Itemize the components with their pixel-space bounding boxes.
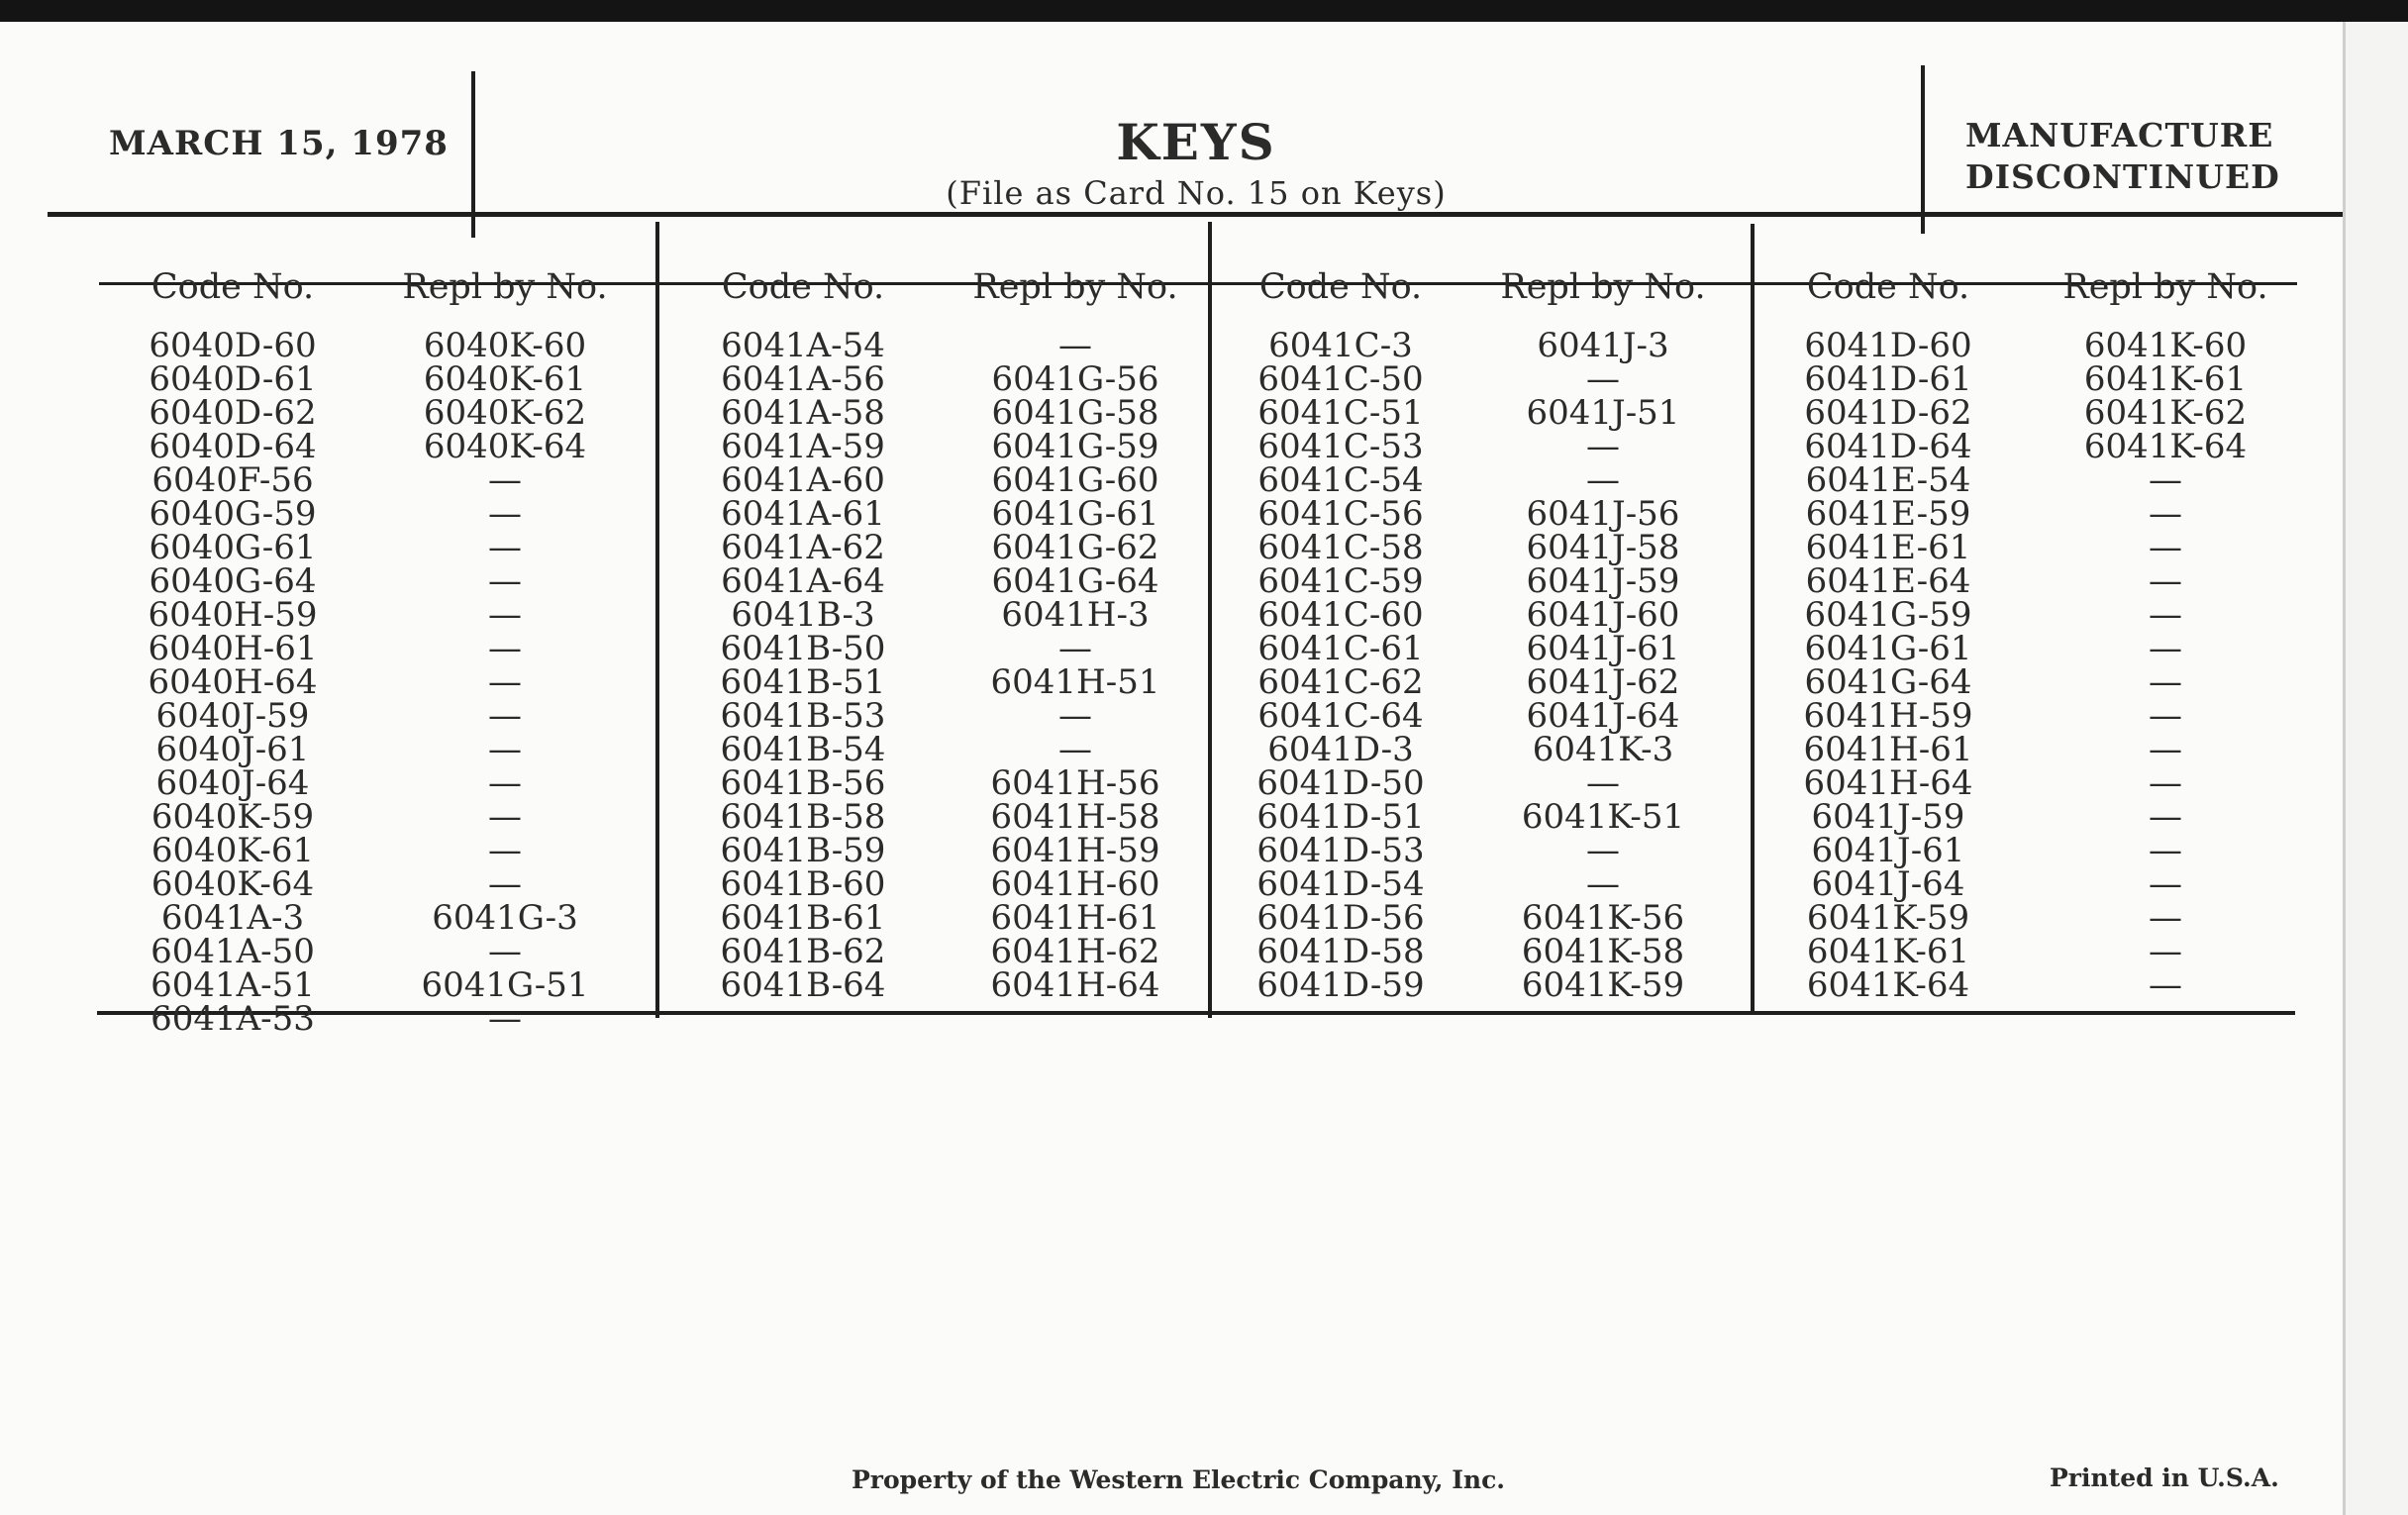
code-cell: 6041C-56 — [1257, 494, 1424, 534]
table-row — [99, 965, 644, 1005]
table-column-3 — [1212, 248, 1737, 1032]
repl-cell: 6041K-3 — [1532, 730, 1674, 769]
repl-cell: — — [2149, 965, 2182, 1005]
repl-cell: 6041H-56 — [990, 763, 1160, 803]
repl-cell: — — [1058, 730, 1092, 769]
repl-cell: 6041K-62 — [2083, 393, 2248, 433]
code-cell: 6041K-64 — [1806, 965, 1970, 1005]
code-cell: 6041B-64 — [720, 965, 886, 1005]
table-row — [1755, 528, 2309, 567]
table-column-2 — [659, 248, 1204, 1032]
repl-cell: — — [1586, 427, 1620, 466]
repl-cell: — — [488, 932, 522, 971]
card-title: KEYS — [1116, 113, 1276, 171]
repl-cell: 6041H-64 — [990, 965, 1160, 1005]
repl-cell: — — [488, 528, 522, 567]
table-row — [1212, 427, 1737, 466]
repl-cell: — — [1586, 460, 1620, 500]
repl-cell: — — [2149, 528, 2182, 567]
header-divider-right — [1921, 65, 1925, 234]
repl-cell: — — [1586, 763, 1620, 803]
column-header — [1212, 248, 1737, 315]
code-cell: 6041C-61 — [1257, 629, 1424, 668]
table-row — [1755, 696, 2309, 736]
table-row — [99, 629, 644, 668]
code-cell: 6041A-3 — [160, 898, 305, 938]
table-row — [1755, 763, 2309, 803]
table-row — [659, 427, 1204, 466]
code-cell: 6041E-61 — [1805, 528, 1971, 567]
repl-cell: — — [2149, 831, 2182, 870]
code-cell: 6040D-61 — [149, 359, 317, 399]
code-cell: 6041A-53 — [150, 999, 315, 1039]
table-row — [659, 932, 1204, 971]
code-header: Code No. — [721, 267, 885, 307]
code-cell: 6041H-64 — [1803, 763, 1973, 803]
code-cell: 6041D-61 — [1804, 359, 1972, 399]
code-cell: 6041C-60 — [1257, 595, 1424, 635]
table-row — [659, 359, 1204, 399]
code-cell: 6041D-59 — [1256, 965, 1425, 1005]
repl-cell: — — [1586, 864, 1620, 904]
table-row — [99, 561, 644, 601]
code-cell: 6041B-54 — [720, 730, 886, 769]
table-row — [1212, 864, 1737, 904]
table-row — [99, 730, 644, 769]
repl-cell: — — [2149, 864, 2182, 904]
table-row — [1212, 561, 1737, 601]
table-row — [659, 797, 1204, 837]
repl-cell: — — [2149, 595, 2182, 635]
table-row — [659, 898, 1204, 938]
table-row — [1212, 460, 1737, 500]
card-date: MARCH 15, 1978 — [109, 124, 449, 163]
reference-card — [0, 22, 2343, 1515]
code-cell: 6041E-59 — [1805, 494, 1971, 534]
table-row — [99, 359, 644, 399]
repl-cell: — — [2149, 797, 2182, 837]
table-row — [1212, 965, 1737, 1005]
table-row — [1755, 595, 2309, 635]
table-row — [659, 494, 1204, 534]
code-cell: 6041B-59 — [720, 831, 886, 870]
code-cell: 6041C-64 — [1257, 696, 1424, 736]
code-cell: 6041A-60 — [721, 460, 885, 500]
code-cell: 6041D-58 — [1256, 932, 1425, 971]
code-cell: 6041D-53 — [1256, 831, 1425, 870]
table-row — [1755, 932, 2309, 971]
code-cell: 6041J-59 — [1811, 797, 1965, 837]
code-cell: 6041C-51 — [1257, 393, 1424, 433]
table-column-4 — [1755, 248, 2309, 1032]
table-row — [1212, 662, 1737, 702]
table-row — [659, 460, 1204, 500]
repl-cell: — — [2149, 763, 2182, 803]
table-row — [99, 831, 644, 870]
repl-cell: 6041J-64 — [1526, 696, 1680, 736]
code-cell: 6041B-60 — [720, 864, 886, 904]
repl-cell: — — [488, 595, 522, 635]
repl-cell: — — [1058, 696, 1092, 736]
code-cell: 6041B-53 — [720, 696, 886, 736]
code-cell: 6041C-59 — [1257, 561, 1424, 601]
repl-cell: 6041J-60 — [1526, 595, 1680, 635]
code-cell: 6041E-54 — [1805, 460, 1971, 500]
repl-cell: 6041J-59 — [1526, 561, 1680, 601]
repl-cell: — — [1586, 359, 1620, 399]
table-row — [1755, 831, 2309, 870]
table-row — [99, 864, 644, 904]
code-cell: 6041A-56 — [721, 359, 885, 399]
header-rule — [48, 212, 2347, 217]
table-row — [99, 595, 644, 635]
repl-cell: — — [1058, 629, 1092, 668]
table-row — [1755, 393, 2309, 433]
code-cell: 6040J-64 — [155, 763, 310, 803]
table-row — [659, 965, 1204, 1005]
code-cell: 6040F-56 — [151, 460, 314, 500]
table-row — [1755, 662, 2309, 702]
code-cell: 6041B-50 — [720, 629, 886, 668]
code-cell: 6040K-64 — [150, 864, 315, 904]
table-row — [1212, 494, 1737, 534]
table-row — [1755, 427, 2309, 466]
table-row — [1755, 460, 2309, 500]
repl-cell: — — [488, 864, 522, 904]
status-label — [1965, 115, 2322, 198]
code-cell: 6041C-53 — [1257, 427, 1424, 466]
repl-cell: 6041K-58 — [1521, 932, 1685, 971]
code-cell: 6041D-54 — [1256, 864, 1425, 904]
repl-cell: 6041G-51 — [421, 965, 589, 1005]
repl-cell: — — [2149, 730, 2182, 769]
code-cell: 6041A-50 — [150, 932, 315, 971]
table-row — [1212, 629, 1737, 668]
repl-cell: — — [488, 494, 522, 534]
repl-cell: — — [2149, 932, 2182, 971]
repl-cell: — — [488, 460, 522, 500]
code-cell: 6041C-58 — [1257, 528, 1424, 567]
repl-cell: 6041G-56 — [991, 359, 1159, 399]
repl-cell: — — [2149, 494, 2182, 534]
repl-cell: — — [2149, 898, 2182, 938]
repl-cell: — — [488, 561, 522, 601]
table-row — [659, 662, 1204, 702]
table-row — [1212, 528, 1737, 567]
code-cell: 6041A-51 — [150, 965, 315, 1005]
table-row — [1212, 763, 1737, 803]
table-row — [99, 494, 644, 534]
code-cell: 6041C-50 — [1257, 359, 1424, 399]
table-row — [1755, 864, 2309, 904]
table-row — [1212, 393, 1737, 433]
table-row — [1755, 494, 2309, 534]
table-row — [99, 696, 644, 736]
code-cell: 6041E-64 — [1805, 561, 1971, 601]
repl-cell: 6041K-60 — [2083, 326, 2248, 365]
repl-cell: 6041H-60 — [990, 864, 1160, 904]
code-cell: 6041B-62 — [720, 932, 886, 971]
table-row — [1212, 797, 1737, 837]
code-cell: 6040G-59 — [149, 494, 317, 534]
table-row — [99, 427, 644, 466]
table-row — [1212, 831, 1737, 870]
code-cell: 6040K-61 — [150, 831, 315, 870]
repl-cell: — — [488, 999, 522, 1039]
repl-cell: 6040K-61 — [423, 359, 587, 399]
repl-cell: 6040K-64 — [423, 427, 587, 466]
footer-property: Property of the Western Electric Company, Inc. — [852, 1465, 1506, 1494]
table-row — [659, 528, 1204, 567]
code-cell: 6041C-3 — [1268, 326, 1413, 365]
table-row — [659, 864, 1204, 904]
repl-cell: 6041J-51 — [1526, 393, 1680, 433]
code-cell: 6041D-51 — [1256, 797, 1425, 837]
code-cell: 6041B-3 — [731, 595, 875, 635]
table-row — [659, 696, 1204, 736]
repl-cell: 6041G-61 — [991, 494, 1159, 534]
table-row — [659, 730, 1204, 769]
code-cell: 6041H-59 — [1803, 696, 1973, 736]
table-row — [659, 831, 1204, 870]
table-row — [659, 763, 1204, 803]
table-row — [1755, 730, 2309, 769]
repl-cell: 6041J-3 — [1537, 326, 1669, 365]
repl-cell: 6041J-61 — [1526, 629, 1680, 668]
table-row — [99, 460, 644, 500]
repl-cell: 6041H-59 — [990, 831, 1160, 870]
repl-cell: 6041H-61 — [990, 898, 1160, 938]
table-row — [659, 561, 1204, 601]
repl-cell: — — [488, 629, 522, 668]
repl-cell: 6041H-62 — [990, 932, 1160, 971]
repl-cell: 6040K-60 — [423, 326, 587, 365]
repl-header: Repl by No. — [972, 267, 1178, 307]
table-row — [1212, 932, 1737, 971]
table-row — [1755, 561, 2309, 601]
code-cell: 6040D-64 — [149, 427, 317, 466]
repl-cell: 6041J-58 — [1526, 528, 1680, 567]
code-cell: 6041A-58 — [721, 393, 885, 433]
repl-cell: 6041G-62 — [991, 528, 1159, 567]
code-cell: 6041A-61 — [721, 494, 885, 534]
table-row — [1212, 696, 1737, 736]
code-cell: 6041K-61 — [1806, 932, 1970, 971]
repl-cell: 6041K-51 — [1521, 797, 1685, 837]
column-header — [99, 248, 644, 315]
code-cell: 6040D-62 — [149, 393, 317, 433]
repl-cell: — — [1586, 831, 1620, 870]
code-cell: 6040H-64 — [148, 662, 318, 702]
table-row — [1755, 965, 2309, 1005]
table-row — [99, 763, 644, 803]
repl-cell: 6041H-3 — [1001, 595, 1150, 635]
table-row — [99, 393, 644, 433]
repl-cell: — — [2149, 696, 2182, 736]
repl-cell: — — [2149, 561, 2182, 601]
code-cell: 6040H-61 — [148, 629, 318, 668]
footer-printed: Printed in U.S.A. — [2050, 1464, 2279, 1492]
code-cell: 6041C-54 — [1257, 460, 1424, 500]
code-cell: 6041H-61 — [1803, 730, 1973, 769]
code-cell: 6041C-62 — [1257, 662, 1424, 702]
code-cell: 6041D-3 — [1267, 730, 1414, 769]
table-row — [1755, 359, 2309, 399]
repl-cell: — — [488, 763, 522, 803]
repl-cell: — — [2149, 662, 2182, 702]
repl-cell: 6040K-62 — [423, 393, 587, 433]
table-row — [1212, 898, 1737, 938]
repl-header: Repl by No. — [402, 267, 608, 307]
code-cell: 6040K-59 — [150, 797, 315, 837]
code-cell: 6041D-50 — [1256, 763, 1425, 803]
code-cell: 6040G-64 — [149, 561, 317, 601]
card-subtitle: (File as Card No. 15 on Keys) — [946, 174, 1447, 212]
code-cell: 6041B-51 — [720, 662, 886, 702]
code-header: Code No. — [1806, 267, 1970, 307]
code-cell: 6041D-62 — [1804, 393, 1972, 433]
code-cell: 6040J-59 — [155, 696, 310, 736]
table-row — [1755, 326, 2309, 365]
code-cell: 6041B-58 — [720, 797, 886, 837]
table-row — [99, 999, 644, 1039]
repl-cell: 6041K-64 — [2083, 427, 2248, 466]
repl-cell: 6041H-51 — [990, 662, 1160, 702]
card-edge — [2343, 22, 2408, 1515]
table-row — [99, 528, 644, 567]
code-header: Code No. — [150, 267, 315, 307]
table-row — [659, 393, 1204, 433]
code-cell: 6041D-56 — [1256, 898, 1425, 938]
status-line-1: MANUFACTURE — [1965, 116, 2274, 154]
code-cell: 6040H-59 — [148, 595, 318, 635]
repl-cell: 6041G-3 — [432, 898, 578, 938]
table-row — [99, 797, 644, 837]
table-row — [99, 662, 644, 702]
repl-cell: 6041J-56 — [1526, 494, 1680, 534]
status-line-2: DISCONTINUED — [1965, 157, 2280, 196]
code-cell: 6041D-60 — [1804, 326, 1972, 365]
repl-cell: 6041G-58 — [991, 393, 1159, 433]
code-cell: 6041A-54 — [721, 326, 885, 365]
table-row — [1755, 629, 2309, 668]
repl-cell: — — [488, 797, 522, 837]
table-row — [99, 932, 644, 971]
code-cell: 6041K-59 — [1806, 898, 1970, 938]
column-header — [659, 248, 1204, 315]
table-row — [659, 326, 1204, 365]
table-row — [659, 629, 1204, 668]
repl-cell: — — [1058, 326, 1092, 365]
table-row — [1212, 595, 1737, 635]
code-cell: 6041J-64 — [1811, 864, 1965, 904]
table-row — [1755, 797, 2309, 837]
table-column-1 — [99, 248, 644, 1039]
repl-cell: — — [488, 662, 522, 702]
repl-cell: 6041K-56 — [1521, 898, 1685, 938]
table-row — [99, 326, 644, 365]
repl-cell: 6041J-62 — [1526, 662, 1680, 702]
code-cell: 6040D-60 — [149, 326, 317, 365]
code-cell: 6041A-59 — [721, 427, 885, 466]
code-cell: 6041G-64 — [1804, 662, 1972, 702]
repl-cell: 6041H-58 — [990, 797, 1160, 837]
code-cell: 6041B-56 — [720, 763, 886, 803]
code-cell: 6041G-59 — [1804, 595, 1972, 635]
repl-cell: 6041G-59 — [991, 427, 1159, 466]
repl-cell: 6041G-60 — [991, 460, 1159, 500]
table-row — [1212, 730, 1737, 769]
code-cell: 6041G-61 — [1804, 629, 1972, 668]
column-header — [1755, 248, 2309, 315]
code-cell: 6040G-61 — [149, 528, 317, 567]
repl-cell: — — [2149, 629, 2182, 668]
table-row — [99, 898, 644, 938]
code-cell: 6040J-61 — [155, 730, 310, 769]
table-row — [1212, 326, 1737, 365]
repl-cell: 6041K-61 — [2083, 359, 2248, 399]
repl-cell: 6041K-59 — [1521, 965, 1685, 1005]
repl-header: Repl by No. — [2062, 267, 2268, 307]
code-cell: 6041J-61 — [1811, 831, 1965, 870]
repl-cell: 6041G-64 — [991, 561, 1159, 601]
repl-cell: — — [488, 696, 522, 736]
code-cell: 6041A-64 — [721, 561, 885, 601]
code-cell: 6041A-62 — [721, 528, 885, 567]
table-row — [1755, 898, 2309, 938]
code-header: Code No. — [1258, 267, 1423, 307]
table-row — [1212, 359, 1737, 399]
repl-cell: — — [2149, 460, 2182, 500]
repl-cell: — — [488, 831, 522, 870]
code-cell: 6041B-61 — [720, 898, 886, 938]
repl-cell: — — [488, 730, 522, 769]
code-cell: 6041D-64 — [1804, 427, 1972, 466]
table-row — [659, 595, 1204, 635]
repl-header: Repl by No. — [1500, 267, 1706, 307]
